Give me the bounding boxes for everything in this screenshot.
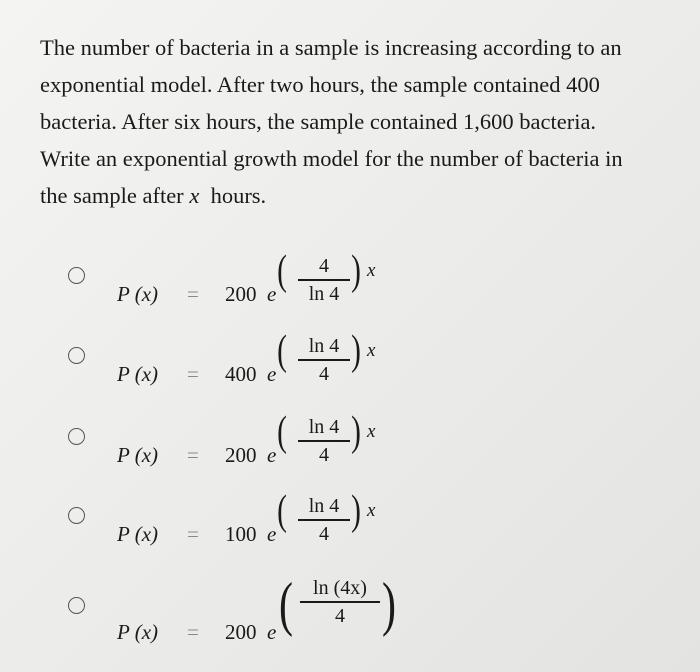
question-line: exponential model. After two hours, the sample contained 400 <box>40 72 600 97</box>
coefficient: 400 <box>225 362 257 386</box>
question-line: Write an exponential growth model for the number of bacteria in <box>40 146 623 171</box>
fraction-denominator: 4 <box>319 443 329 466</box>
exponent-x: x <box>367 260 376 281</box>
equals-sign: = <box>187 362 199 386</box>
question-tail: hours. <box>210 183 267 208</box>
fraction-denominator: 4 <box>319 522 329 545</box>
left-paren: ( <box>278 571 293 637</box>
left-paren: ( <box>277 328 287 374</box>
option-5-radio[interactable] <box>68 597 85 614</box>
fraction-numerator: ln 4 <box>308 416 340 438</box>
euler-e: e <box>267 522 277 546</box>
coefficient: 200 <box>225 282 257 306</box>
right-paren: ) <box>351 409 361 455</box>
option-3-fraction <box>298 415 350 467</box>
exponent-x: x <box>367 421 376 442</box>
euler-e: e <box>267 362 277 386</box>
option-3-radio[interactable] <box>68 428 85 445</box>
equation-lhs: P (x) <box>117 620 159 644</box>
fraction-numerator: ln (4x) <box>313 577 367 599</box>
euler-e: e <box>267 282 277 306</box>
question-line-last <box>40 177 692 214</box>
equation-lhs: P (x) <box>117 362 159 386</box>
question-line: bacteria. After six hours, the sample contained 1,600 bacteria. <box>40 109 597 134</box>
right-paren: ) <box>351 248 361 294</box>
euler-e: e <box>267 620 277 644</box>
option-1-fraction <box>298 254 350 306</box>
option-5-fraction <box>300 576 380 628</box>
fraction-denominator: 4 <box>335 604 345 627</box>
equation-lhs: P (x) <box>117 443 159 467</box>
equals-sign: = <box>187 522 199 546</box>
left-paren: ( <box>277 409 287 455</box>
fraction-numerator: ln 4 <box>308 335 340 357</box>
right-paren: ) <box>351 488 361 534</box>
option-1-radio[interactable] <box>68 267 85 284</box>
left-paren: ( <box>277 488 287 534</box>
option-2-radio[interactable] <box>68 347 85 364</box>
equals-sign: = <box>187 620 199 644</box>
fraction-denominator: 4 <box>319 362 329 385</box>
fraction-denominator: ln 4 <box>308 282 340 305</box>
fraction-bar <box>298 440 350 442</box>
question-text <box>40 29 692 214</box>
coefficient: 200 <box>225 620 257 644</box>
equation-lhs: P (x) <box>117 282 159 306</box>
right-paren: ) <box>351 328 361 374</box>
fraction-bar <box>298 279 350 281</box>
fraction-numerator: ln 4 <box>308 495 340 517</box>
question-line: the sample after <box>40 183 184 208</box>
exponent-x: x <box>367 500 376 521</box>
equals-sign: = <box>187 282 199 306</box>
equation-lhs: P (x) <box>117 522 159 546</box>
equals-sign: = <box>187 443 199 467</box>
coefficient: 100 <box>225 522 257 546</box>
option-4-fraction <box>298 494 350 546</box>
right-paren: ) <box>381 571 396 637</box>
question-variable: x <box>189 183 200 208</box>
option-2-fraction <box>298 334 350 386</box>
coefficient: 200 <box>225 443 257 467</box>
euler-e: e <box>267 443 277 467</box>
fraction-numerator: 4 <box>319 255 329 277</box>
exponent-x: x <box>367 340 376 361</box>
fraction-bar <box>298 519 350 521</box>
left-paren: ( <box>277 248 287 294</box>
fraction-bar <box>300 601 380 603</box>
fraction-bar <box>298 359 350 361</box>
option-4-radio[interactable] <box>68 507 85 524</box>
question-line: The number of bacteria in a sample is increasing according to an <box>40 35 622 60</box>
